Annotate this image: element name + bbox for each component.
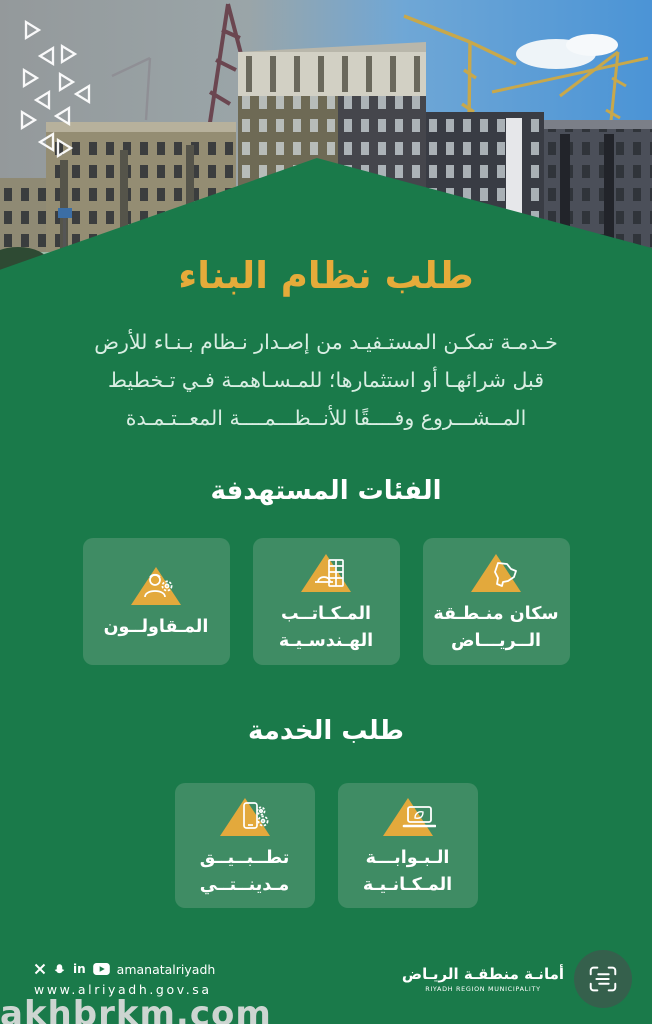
card-label: المـكـاتــب الهـندسـيـة — [278, 603, 374, 651]
snapchat-icon[interactable] — [53, 963, 66, 976]
website-url[interactable]: www.alriyadh.gov.sa — [34, 981, 212, 997]
description-line: خـدمـة تمكـن المستـفيـد من إصـدار نـظام بـنـاء للأرض — [94, 330, 558, 354]
contractor-triangle-icon — [128, 561, 184, 609]
saudi-map-triangle-icon — [468, 548, 524, 596]
card-riyadh-residents — [423, 538, 570, 665]
card-spatial-portal[interactable] — [338, 783, 478, 908]
municipality-logo-text — [402, 965, 564, 993]
social-block — [34, 962, 217, 997]
municipality-name-english: RIYADH REGION MUNICIPALITY — [425, 985, 541, 993]
target-groups-cards — [0, 538, 652, 665]
page-title: طلب نظام البناء — [178, 254, 474, 297]
service-request-heading: طلب الخدمة — [248, 716, 404, 746]
laptop-map-portal-triangle-icon — [380, 792, 436, 840]
madinati-app-triangle-icon — [217, 792, 273, 840]
qr-scan-icon — [586, 962, 620, 996]
social-handle[interactable]: amanatalriyadh — [116, 961, 216, 977]
service-request-cards — [0, 783, 652, 908]
description-line: المــشـــروع وفــــقًا للأنــظـــمــــة المعــتـمـدة — [125, 405, 527, 430]
card-label: تطــبــيــق مـدينــتــي — [199, 847, 290, 895]
engineering-office-triangle-icon — [298, 548, 354, 596]
card-madinati-app[interactable] — [175, 783, 315, 908]
triangle-pattern-decoration — [12, 12, 122, 172]
target-groups-heading: الفئات المستهدفة — [210, 476, 442, 506]
card-label: سكان منـطـقة الــريـــاض — [433, 603, 559, 651]
municipality-name-arabic: أمانـة منطقـة الريـاض — [401, 965, 564, 983]
x-icon[interactable] — [34, 963, 46, 975]
service-description — [0, 324, 652, 438]
qr-scan-badge — [574, 950, 632, 1008]
linkedin-icon[interactable]: in — [73, 962, 86, 976]
card-engineering-offices — [253, 538, 400, 665]
card-label: الـبـوابـــة المـكـانـيـة — [362, 847, 453, 895]
description-line: قبل شرائهـا أو استثمارها؛ للمـسـاهمـة فـي تـخطيط — [108, 367, 544, 392]
poster-content — [0, 158, 652, 1024]
social-row — [34, 962, 217, 977]
card-contractors — [83, 538, 230, 665]
municipality-logo — [402, 950, 632, 1008]
youtube-icon[interactable] — [93, 963, 110, 975]
card-label: المـقاولــون — [103, 617, 209, 638]
watermark: akhbrkm.com — [0, 994, 272, 1024]
